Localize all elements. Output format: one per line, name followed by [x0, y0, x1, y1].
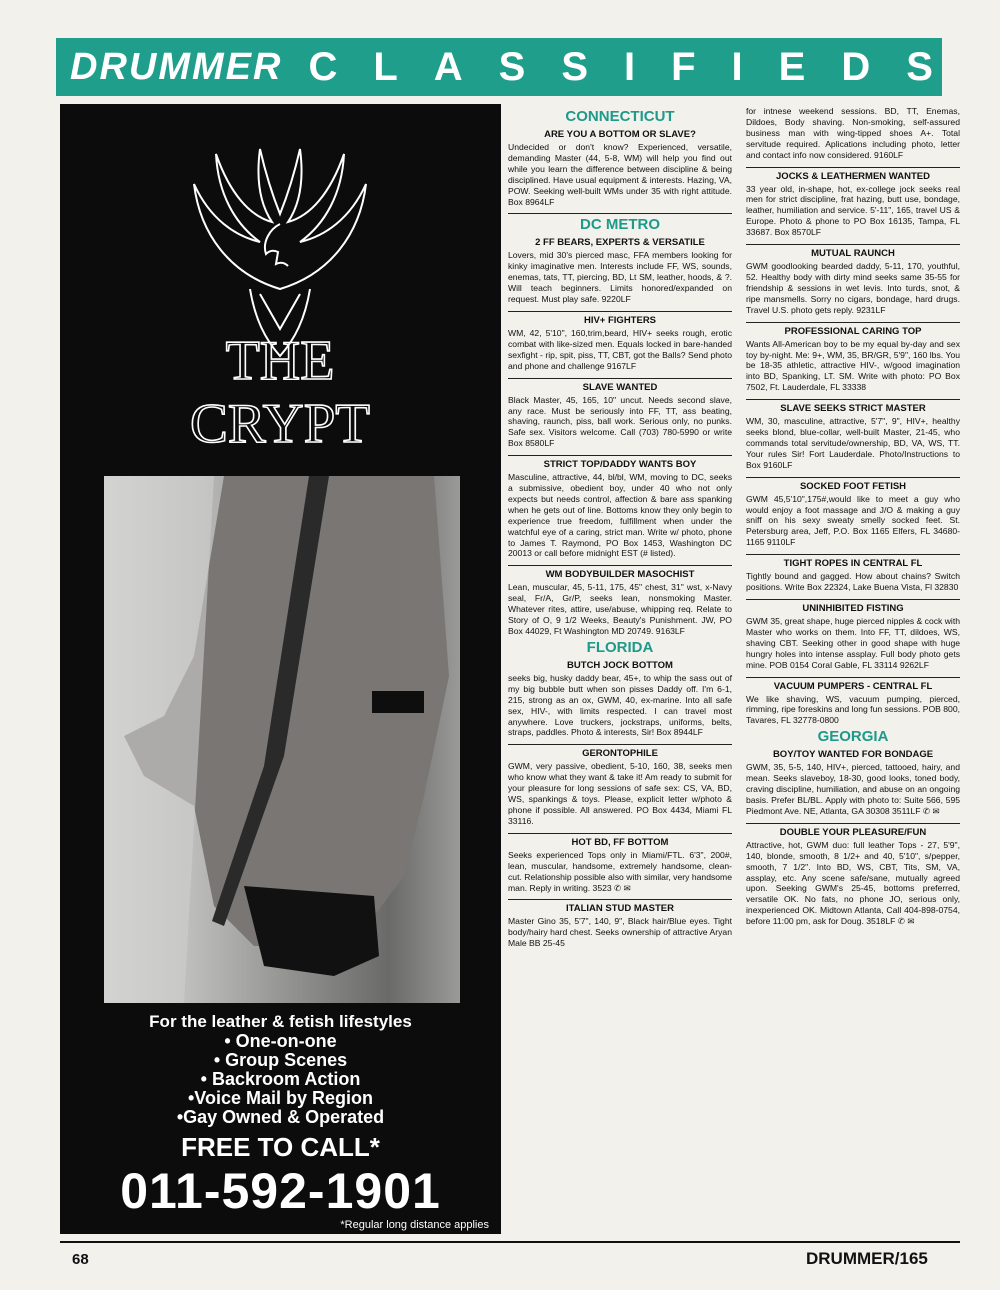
classified-entry: [508, 237, 732, 305]
classifieds-column-a: [508, 106, 732, 949]
classified-entry: [746, 823, 960, 927]
classified-entry: [508, 660, 732, 738]
ad-footnote: *Regular long distance applies: [340, 1219, 489, 1231]
entry-body: Masculine, attractive, 44, bl/bl, WM, moving to DC, seeks a submissive, obedient boy, under 40 who not only expects but needs control, affection & bare ass spanking when he gets out of line. Bottoms know they only begin to experience true freedom, fulfillment when under the watchful eye of a caring, strict man. Write w/ photo, phone to James T. Raymond, PO Box 1453, Washington DC 20013 or call before midnight EST (# listed).: [508, 472, 732, 559]
ad-feature: •Voice Mail by Region: [187, 1088, 373, 1108]
entry-body: Tightly bound and gagged. How about chains? Switch positions. Write Box 22324, Lake Buena Vista, Fl 32830: [746, 571, 960, 593]
classified-entry: [508, 899, 732, 949]
entry-body: Lean, muscular, 45, 5-11, 175, 45" chest, 31" wst, x-Navy seal, Fr/A, Gr/P, seeks lean, nonsmoking Master. Whatever rites, attire, use/abuse, whipping req. Relate to Story of O, 9 1/2 Weeks, Beauty's Punishment. JW, PO Box 44029, Ft Washington MD 20749. 9163LF: [508, 582, 732, 636]
logo-text-crypt: CRYPT: [190, 393, 370, 455]
state-heading: GEORGIA: [817, 728, 889, 746]
entry-body: GWM 45,5'10",175#,would like to meet a guy who would enjoy a foot massage and J/O & making a guy sniff on his sexy sweaty smelly socked feet. St. Petersburg area, Jeff, P.O. Box 1165 Elfers, FL 34680-1165 9110LF: [746, 493, 960, 548]
classified-entry: [746, 677, 960, 727]
state-heading: CONNECTICUT: [565, 108, 675, 125]
classified-entry: [508, 378, 732, 450]
entry-body: Master Gino 35, 5'7", 140, 9", Black hair/Blue eyes. Tight body/hairy hard chest. Seeks ownership of attractive Aryan Male BB 25-45: [508, 916, 732, 949]
entry-heading: TIGHT ROPES IN CENTRAL FL: [783, 558, 923, 570]
entry-heading: ARE YOU A BOTTOM OR SLAVE?: [544, 129, 696, 140]
entry-body: WM, 30, masculine, attractive, 5'7", 9", HIV+, healthy seeks blond, blue-collar, well-built Master, 21-45, who commands total servitude/ownership, BD, VA, WS, TT. Your rules Sir! Fort Lauderdale. Photo/Instructions to Box 9160LF: [746, 416, 960, 470]
classified-entry: [508, 455, 732, 559]
ad-photo: [104, 476, 460, 1003]
entry-heading: HIV+ FIGHTERS: [583, 314, 657, 326]
ad-copy: [60, 1012, 501, 1231]
classified-entry: [746, 322, 960, 394]
issue-label: DRUMMER/165: [806, 1249, 928, 1268]
entry-heading: SLAVE WANTED: [582, 381, 658, 393]
entry-heading: DOUBLE YOUR PLEASURE/FUN: [779, 826, 927, 838]
classified-entry: [508, 833, 732, 894]
entry-heading: SLAVE SEEKS STRICT MASTER: [780, 403, 926, 415]
logo-text-the: THE: [225, 330, 335, 392]
ad-free-to-call: FREE TO CALL*: [181, 1132, 380, 1162]
classified-entry: [508, 565, 732, 637]
entry-body: Wants All-American boy to be my equal by-day and sex toy by-night. Me: 9+, WM, 35, BR/GR, 5'9", 160 lbs. You be 18-35 athletic, attractive HIV-, w/good imagination into BD, Spanking, LT. SM. Write with photo: PO Box 7502, Ft. Lauderdale, FL 33338: [746, 338, 960, 393]
entry-body: Lovers, mid 30's pierced masc, FFA members looking for kinky imaginative men. Interests include FF, WS, sounds, enemas, tats, TT, piercing, BD, Lt SM, leather, hoods, & ?. Will teach beginners. Limits honored/expanded on request. Must play safe. 9220LF: [508, 250, 732, 305]
entry-heading: JOCKS & LEATHERMEN WANTED: [776, 170, 930, 182]
footer-rule: [60, 1241, 960, 1243]
classified-entry: [746, 477, 960, 549]
entry-heading: BUTCH JOCK BOTTOM: [567, 659, 673, 671]
entry-body: seeks big, husky daddy bear, 45+, to whip the sass out of my big bubble butt when son pisses Daddy off. I'm 6-1, 215, strong as an ox, GWM, 40, ex-marine. Into all safe sex, HIV-, with limits respected. I can travel most anywhere. Love truckers, jockstraps, uniforms, belts, straps, paddles. Photo & interests, Sir! Box 8944LF: [508, 672, 732, 738]
entry-heading: MUTUAL RAUNCH: [811, 248, 895, 260]
state-heading: DC METRO: [508, 213, 732, 233]
classified-entry: [746, 167, 960, 239]
ad-feature: • Backroom Action: [200, 1069, 361, 1089]
entry-body: GWM, very passive, obedient, 5-10, 160, 38, seeks men who know what they want & take it! Am ready to submit for your pleasure for long sessions of safe sex: CS, VA, BD, WS, spankings & toys. Please, explicit letter w/photo & phone if possible. All answered. PO Box 4434, Miami FL 33116.: [508, 761, 732, 826]
entry-body: GWM, 35, 5-5, 140, HIV+, pierced, tattooed, hairy, and mean. Seeks slaveboy, 18-30, good looks, toned body, craving discipline, humiliation, and abuse on an ongoing basis. Prefer BL/BL. Apply with photo to: Suite 566, 595 Piedmont Ave. NE, Atlanta, GA 30308 3511LF ✆ ✉: [746, 762, 960, 816]
ad-feature: •Gay Owned & Operated: [176, 1107, 385, 1127]
entry-body: Undecided or don't know? Experienced, versatile, demanding Master (44, 5-8, WM) will help you find out while you learn the difference between discipline & being disciplined. Have usual equipment & interests. Hazing, VA, POW. Seeking well-built WMs under 35 with right attitude. Box 8964LF: [508, 142, 732, 207]
classified-entry: [746, 554, 960, 593]
state-heading: FLORIDA: [586, 638, 654, 656]
entry-heading: STRICT TOP/DADDY WANTS BOY: [543, 459, 697, 471]
entry-heading: BOY/TOY WANTED FOR BONDAGE: [772, 749, 934, 761]
page-number: 68: [72, 1251, 89, 1268]
banner-title-drummer: DRUMMER: [70, 45, 283, 88]
the-crypt-advertisement: [60, 104, 501, 1234]
entry-heading: VACUUM PUMPERS - CENTRAL FL: [773, 680, 933, 692]
entry-continued-body: for intnese weekend sessions. BD, TT, Enemas, Dildoes, Body shaving. Non-smoking, self-assured business man with wing-tipped shoes A+. Total servitude required. Aplications including photo, letter and contact info now considered. 9160LF: [746, 106, 960, 160]
ad-phone-number: 011-592-1901: [120, 1163, 441, 1219]
banner-title-classifieds: CLASSIFIEDS: [308, 44, 969, 89]
model-photo-illustration: [104, 476, 460, 1003]
classified-entry: [746, 244, 960, 316]
entry-heading: GERONTOPHILE: [582, 748, 658, 760]
ad-feature: • Group Scenes: [213, 1050, 348, 1070]
entry-body: Seeks experienced Tops only in Miami/FTL. 6'3", 200#, lean, muscular, handsome, extremely handsome, clean-cut. Relationship possible also with similar, very handsome man. Reply in writing. 3523 ✆ ✉: [508, 849, 732, 893]
classified-entry: [746, 749, 960, 817]
entry-heading: WM BODYBUILDER MASOCHIST: [545, 569, 695, 581]
entry-body: Attractive, hot, GWM duo: full leather Tops - 27, 5'9", 140, blonde, smooth, 8 1/2+ and 40, 5'10", s/pepper, smooth, 7 1/2". Into BD, WS, CBT, Tits, SM, VA, assplay, etc. Any scene safe/sane, mutually agreed upon. Seeking GWM's 25-45, bottoms preferred, versatile OK. No fats, no phone JO, serious only, inexperienced OK. Midtown Atlanta, Call 404-898-0754, before 11:00 pm, ask for Doug. 3518LF ✆ ✉: [746, 839, 960, 927]
entry-heading: ITALIAN STUD MASTER: [565, 903, 674, 915]
classified-entry: [508, 129, 732, 207]
classifieds-column-b: [746, 106, 960, 927]
entry-heading: UNINHIBITED FISTING: [802, 603, 904, 614]
entry-body: WM, 42, 5'10", 160,trim,beard, HIV+ seeks rough, erotic combat with like-sized men. Equals locked in bare-handed sexfight - rip, spit, piss, TT, CBT, got the Balls? Send photo and phone and challenge 9167LF: [508, 327, 732, 371]
entry-body: Black Master, 45, 165, 10" uncut. Needs second slave, any race. Must be seriously into FF, TT, ass beating, shaving, raunch, piss, ball work. Serious only, no punks. Safe sex. Visitors welcome. Call (703) 780-5990 or write Box 8580LF: [508, 394, 732, 449]
classified-entry: [746, 599, 960, 671]
ad-tagline: For the leather & fetish lifestyles: [149, 1012, 412, 1031]
entry-body: 33 year old, in-shape, hot, ex-college jock seeks real men for strict discipline, frat hazing, butt use, bondage, leather, humiliation and service. 5'-11", 165, travel US & Europe. Photo & phone to PO Box 16135, Tampa, FL 33687. Box 8570LF: [746, 183, 960, 238]
entry-heading: SOCKED FOOT FETISH: [799, 480, 907, 492]
entry-heading: 2 FF BEARS, EXPERTS & VERSATILE: [535, 237, 705, 249]
entry-body: GWM goodlooking bearded daddy, 5-11, 170, youthful, 52. Healthy body with dirty mind seeks same 35-55 for friendship & sessions in wet levis. Into turds, snot, & ripe mansmells. Sorry no cigars, bondage, hard drugs. Travel U.S. photo gets reply. 9231LF: [746, 261, 960, 315]
entry-heading: HOT BD, FF BOTTOM: [571, 836, 669, 848]
ad-feature: • One-on-one: [224, 1031, 337, 1051]
classified-entry: [508, 744, 732, 826]
classified-entry: [746, 399, 960, 471]
classifieds-banner: [56, 38, 969, 100]
entry-heading: PROFESSIONAL CARING TOP: [784, 325, 922, 337]
entry-body: We like shaving, WS, vacuum pumping, pierced, rimming, ripe foreskins and long fun sessions. POB 800, Tavares, FL 32778-0800: [746, 693, 960, 726]
classified-entry: [508, 311, 732, 372]
entry-body: GWM 35, great shape, huge pierced nipples & cock with Master who works on them. Into FF, TT, dildoes, WS, shaving CBT. Seeking other in good shape with huge hungry holes into intense assplay. Full body photo gets mine. POB 0154 Coral Gable, FL 33114 9262LF: [746, 616, 961, 670]
